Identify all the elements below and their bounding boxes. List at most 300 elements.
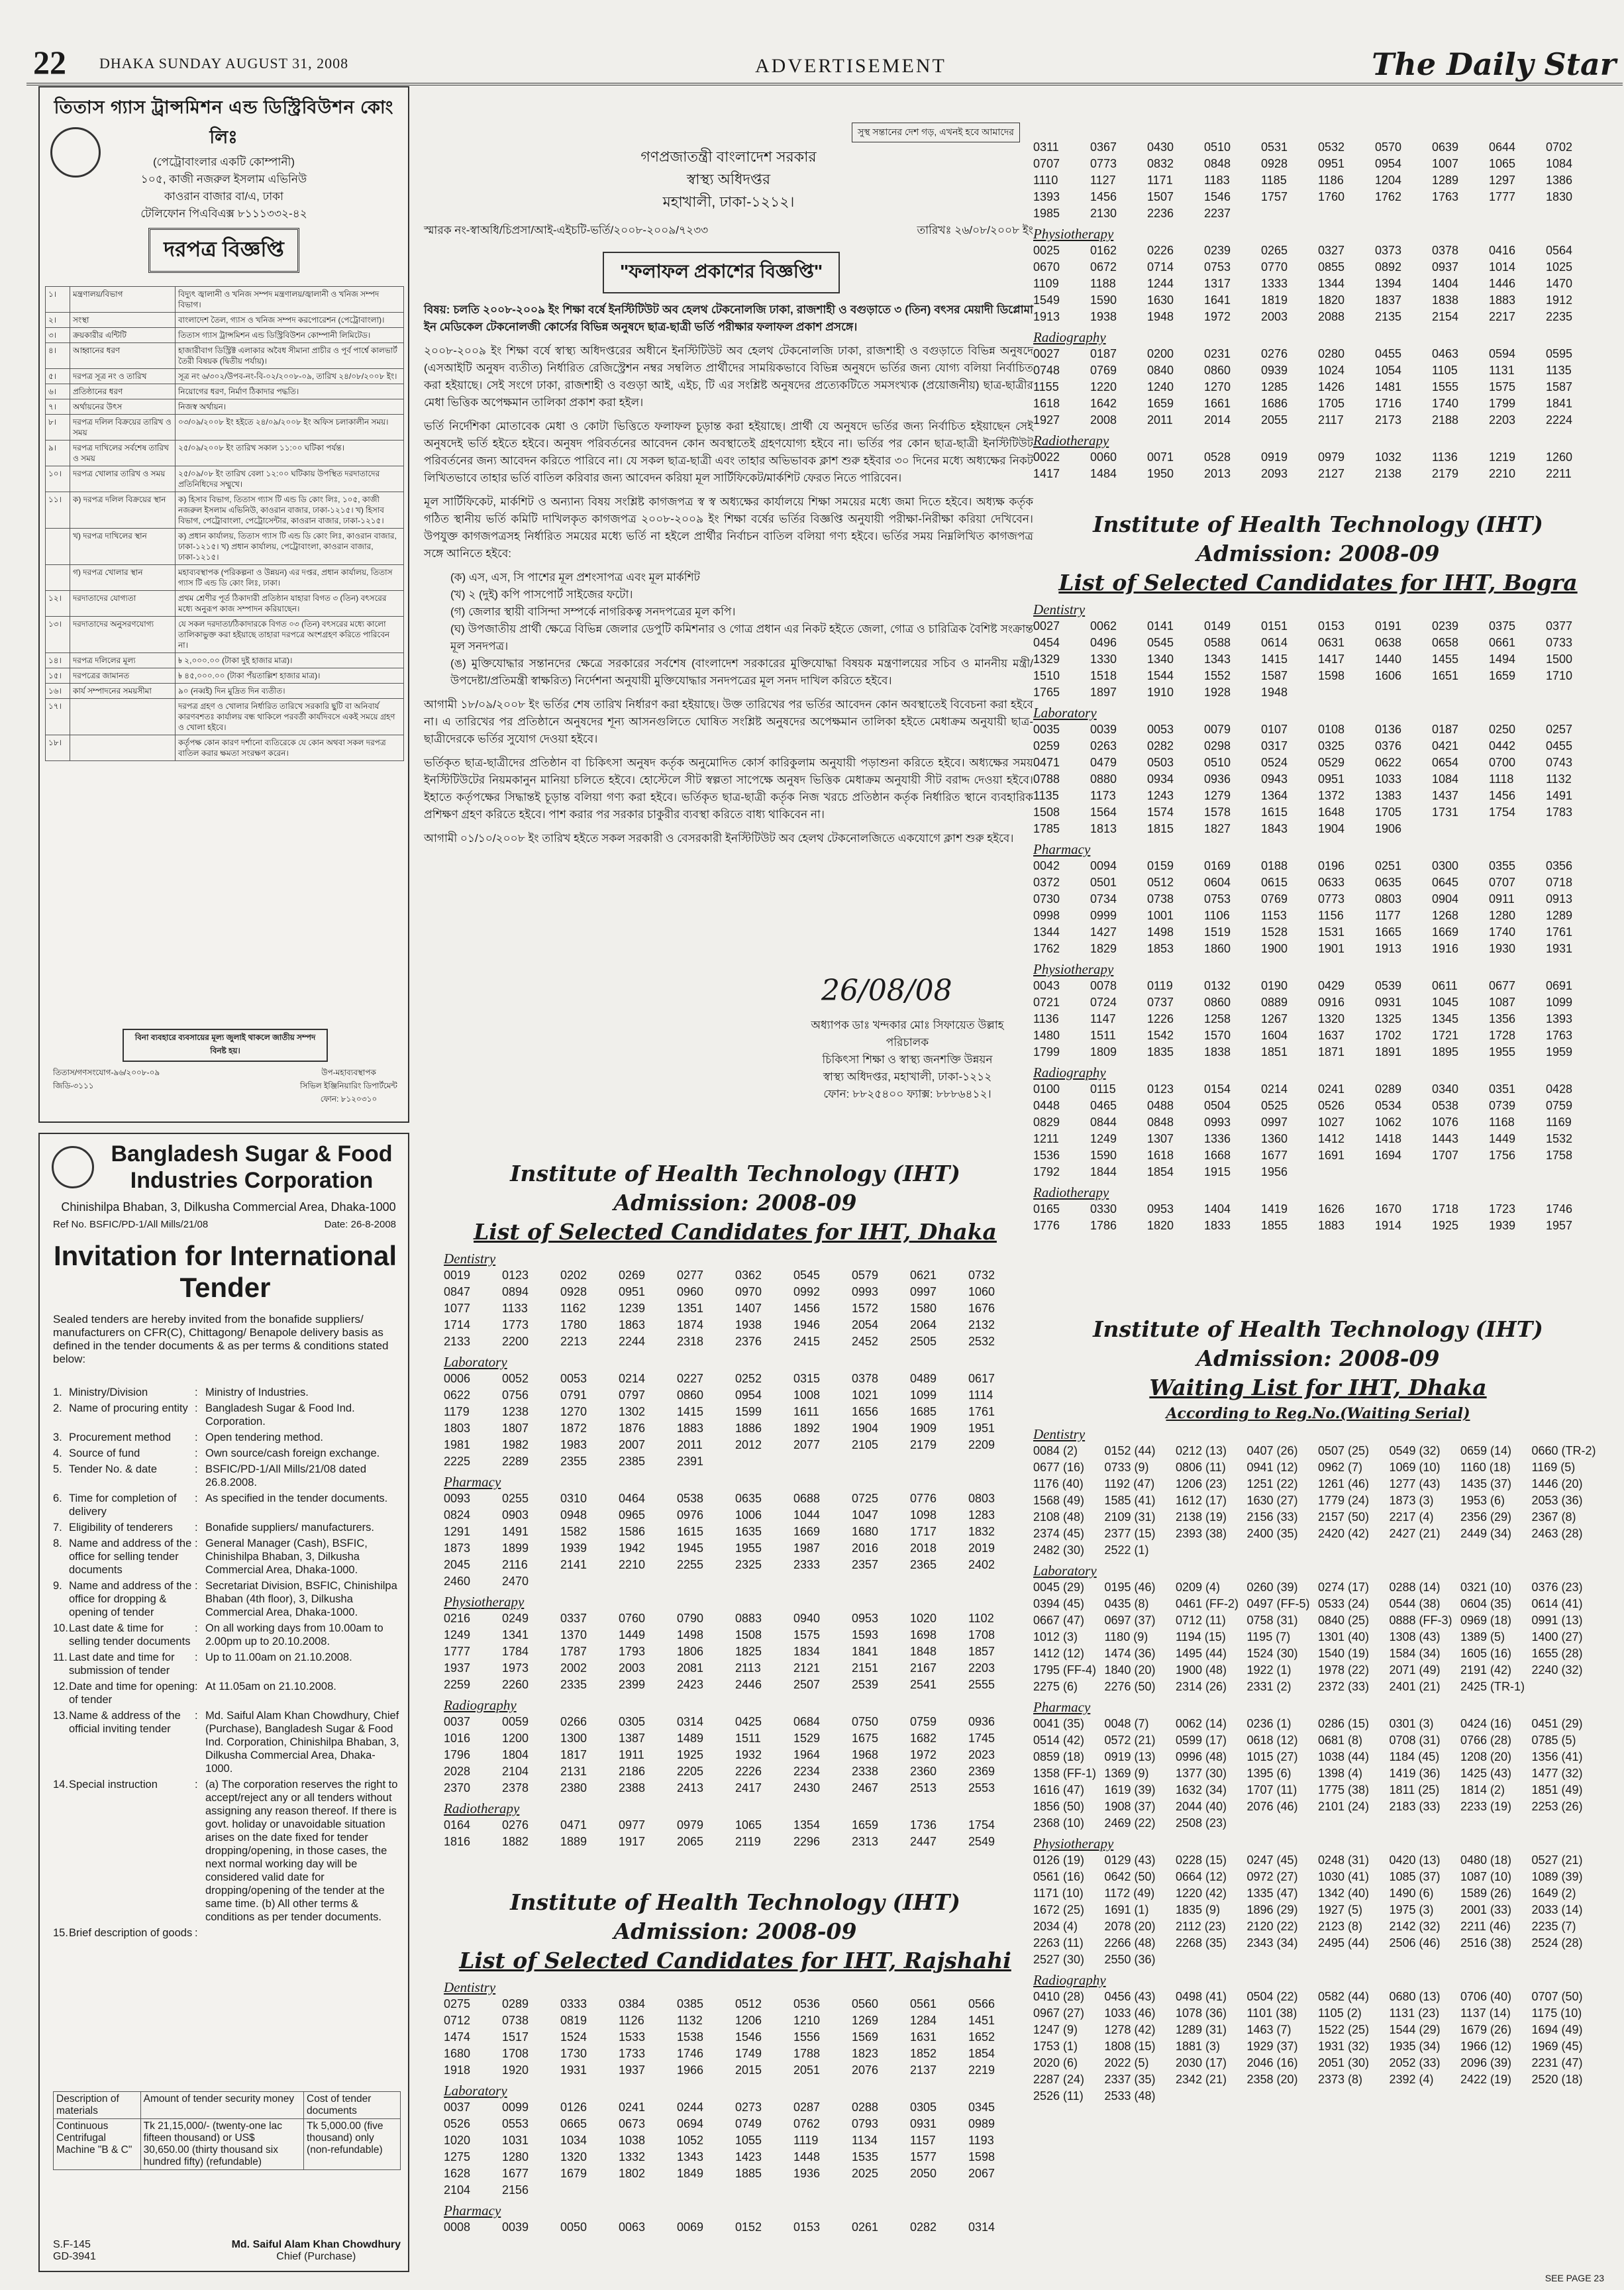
item-label: Ministry/Division (69, 1386, 148, 1398)
reg-number: 0261 (852, 2220, 879, 2234)
reg-number: 1721 (1432, 1029, 1459, 1042)
item-label: Date and time for opening of tender (69, 1681, 195, 1706)
reg-number: 1544 (1147, 669, 1174, 682)
page-number: 22 (33, 44, 66, 81)
reg-number: 0707 (1033, 157, 1060, 170)
reg-number: 0604 (35) (1460, 1597, 1512, 1610)
reg-number: 0164 (444, 1818, 471, 1832)
reg-number: 1507 (1147, 190, 1174, 203)
reg-number: 1020 (910, 1612, 937, 1625)
table-cell: ২৫/০৯/০৮ ইং তারিখ বেলা ১২:০০ ঘটিকায় উপস্থিত দরদাতাদের প্রতিনিধিদের সম্মুখে। (176, 466, 404, 492)
reg-number: 0954 (1375, 157, 1402, 170)
reg-number: 1412 (1318, 1132, 1345, 1145)
reg-number: 2225 (444, 1455, 471, 1468)
reg-number: 0892 (1375, 260, 1402, 274)
reg-number: 0269 (619, 1269, 646, 1282)
reg-number: 0035 (1033, 723, 1060, 736)
tender-ref: Ref No. BSFIC/PD-1/All Mills/21/08 (53, 1219, 209, 1230)
section-heading: Radiography (444, 1697, 517, 1713)
reg-number: 1341 (502, 1628, 529, 1641)
reg-number-grid (1033, 1579, 1603, 1695)
reg-number: 1268 (1432, 909, 1459, 922)
list-item (53, 1431, 401, 1444)
reg-number: 1820 (1318, 293, 1345, 307)
reg-number: 2025 (852, 2167, 879, 2180)
reg-number: 1786 (1090, 1219, 1117, 1232)
reg-number: 1972 (910, 1748, 937, 1761)
reg-number: 1829 (1090, 942, 1117, 955)
reg-number: 1446 (1489, 277, 1516, 290)
reg-number: 0638 (1375, 636, 1402, 649)
reg-number: 1032 (1375, 450, 1402, 464)
reg-number: 2044 (40) (1176, 1800, 1227, 1813)
reg-number: 0544 (38) (1389, 1597, 1441, 1610)
notice-paragraph: আগামী ০১/১০/২০০৮ ইং তারিখ হইতে সকল সরকারী ও বেসরকারী ইনস্টিটিউট অব হেলথ টেকনোলজিতে একযোগে ক্লাশ শুরু হইবে। (424, 832, 1014, 845)
reg-number: 1536 (1033, 1149, 1060, 1162)
table-cell: ৫। (46, 369, 70, 384)
reg-number: 1815 (1147, 822, 1174, 835)
reg-number: 1649 (2) (1531, 1887, 1576, 1900)
reg-number: 1761 (968, 1405, 995, 1418)
reg-number: 1249 (1090, 1132, 1117, 1145)
reg-number: 1033 (46) (1104, 2006, 1156, 2020)
reg-number: 0739 (1489, 1099, 1516, 1112)
reg-number: 1776 (1033, 1219, 1060, 1232)
reg-number: 0639 (1432, 140, 1459, 154)
separator: : (195, 1492, 198, 1504)
reg-number: 1896 (29) (1246, 1903, 1298, 1916)
reg-number: 0042 (1033, 859, 1060, 872)
signer-title: পরিচালক (886, 1036, 929, 1049)
table-row (46, 735, 404, 761)
reg-number: 0266 (560, 1715, 587, 1728)
reg-number: 0260 (39) (1246, 1581, 1298, 1594)
reg-number: 0394 (45) (1033, 1597, 1085, 1610)
reg-number: 0126 (560, 2101, 587, 2114)
reg-number: 1946 (793, 1318, 821, 1331)
item-number: 12. (53, 1681, 68, 1692)
reg-number: 1446 (20) (1531, 1477, 1583, 1490)
reg-number: 0525 (1261, 1099, 1288, 1112)
reg-number: 1031 (502, 2134, 529, 2147)
reg-number: 1089 (39) (1531, 1870, 1583, 1883)
reg-number: 0996 (48) (1176, 1750, 1227, 1763)
list-subtitle: List of Selected Candidates for IHT, Dhaka (474, 1219, 997, 1245)
reg-number: 0993 (852, 1285, 879, 1298)
memo-date: তারিখঃ ২৬/০৮/২০০৮ ইং (917, 224, 1033, 236)
reg-number: 1370 (560, 1628, 587, 1641)
reg-number: 0749 (735, 2117, 762, 2130)
reg-number: 1848 (910, 1645, 937, 1658)
reg-number: 1804 (502, 1748, 529, 1761)
reg-number: 2022 (5) (1104, 2056, 1149, 2069)
table-cell: অর্থায়নের উৎস (70, 399, 176, 415)
reg-number: 0187 (1090, 347, 1117, 360)
reg-number: 0041 (35) (1033, 1717, 1085, 1730)
reg-number: 0665 (560, 2117, 587, 2130)
reg-number-grid (444, 1996, 1027, 2079)
reg-number: 2183 (33) (1389, 1800, 1441, 1813)
reg-number: 0289 (1375, 1082, 1402, 1096)
reg-number: 0455 (1375, 347, 1402, 360)
reg-number: 1754 (1489, 806, 1516, 819)
reg-number: 2287 (24) (1033, 2073, 1085, 2086)
reg-number: 2109 (31) (1104, 1510, 1156, 1524)
reg-number: 2393 (38) (1176, 1527, 1227, 1540)
reg-number: 1395 (6) (1246, 1767, 1292, 1780)
handwritten-signature: 26/08/08 (821, 974, 952, 1008)
reg-number: 2463 (28) (1531, 1527, 1583, 1540)
reg-number: 0681 (8) (1318, 1734, 1363, 1747)
separator: : (195, 1463, 198, 1475)
reg-number: 0435 (8) (1104, 1597, 1149, 1610)
reg-number: 0327 (1318, 244, 1345, 257)
reg-number: 1136 (1432, 450, 1458, 464)
reg-number: 2553 (968, 1781, 995, 1795)
reg-number: 0702 (1546, 140, 1573, 154)
reg-number: 2402 (968, 1558, 995, 1571)
reg-number: 0129 (43) (1104, 1853, 1156, 1867)
separator: : (195, 1622, 198, 1634)
reg-number: 2205 (677, 1765, 704, 1778)
reg-number: 2533 (48) (1104, 2089, 1156, 2103)
signer-dept: সিভিল ইঞ্জিনিয়ারিং ডিপার্টমেন্ট (300, 1081, 397, 1090)
reg-number: 0071 (1147, 450, 1174, 464)
reg-number: 0464 (619, 1492, 646, 1505)
reg-number: 1605 (16) (1460, 1647, 1512, 1660)
reg-number: 1777 (444, 1645, 471, 1658)
table-row (46, 287, 404, 313)
reg-number: 2138 (19) (1176, 1510, 1227, 1524)
reg-number: 1641 (1204, 293, 1231, 307)
reg-number: 0226 (1147, 244, 1174, 257)
reg-number: 0691 (1546, 979, 1573, 992)
reg-number: 1456 (793, 1302, 821, 1315)
reg-number: 0991 (13) (1531, 1614, 1583, 1627)
govt-name: গণপ্রজাতন্ত্রী বাংলাদেশ সরকার (640, 148, 817, 165)
reg-number-grid (1033, 139, 1603, 222)
reg-number: 1524 (560, 2030, 587, 2044)
reg-number: 1981 (444, 1438, 471, 1451)
reg-number: 0053 (1147, 723, 1174, 736)
list-item (53, 1651, 401, 1677)
reg-number: 2343 (34) (1246, 1936, 1298, 1950)
reg-number: 1076 (1432, 1116, 1459, 1129)
reg-number: 0196 (1318, 859, 1345, 872)
reg-number: 1034 (560, 2134, 587, 2147)
reg-number: 0528 (1204, 450, 1231, 464)
reg-number: 2373 (8) (1318, 2073, 1363, 2086)
reg-number: 1937 (619, 2063, 646, 2077)
reg-number: 1522 (25) (1318, 2023, 1370, 2036)
reg-number: 1320 (1318, 1012, 1345, 1025)
reg-number: 1702 (1375, 1029, 1402, 1042)
bsfic-logo-icon (52, 1146, 94, 1188)
reg-number: 0658 (1432, 636, 1459, 649)
reg-number: 1927 (1033, 413, 1060, 427)
reg-number: 1555 (1432, 380, 1459, 393)
table-cell: দরপত্র খোলার তারিখ ও সময় (70, 466, 176, 492)
reg-number: 1336 (1204, 1132, 1231, 1145)
reg-number: 1656 (852, 1405, 879, 1418)
reg-number: 1101 (38) (1246, 2006, 1297, 2020)
reg-number: 1691 (1) (1104, 1903, 1149, 1916)
item-label: Last date and time for submission of tender (69, 1651, 175, 1677)
reg-number: 2237 (1204, 207, 1231, 220)
table-cell: Tk 5,000.00 (five thousand) only (non-refundable) (304, 2119, 401, 2170)
reg-number: 0048 (7) (1104, 1717, 1149, 1730)
reg-number: 0614 (1261, 636, 1288, 649)
reg-number: 1808 (15) (1104, 2040, 1156, 2053)
reg-number: 1799 (1033, 1045, 1060, 1059)
section-heading: Pharmacy (1033, 1699, 1091, 1715)
reg-number: 1655 (28) (1531, 1647, 1583, 1660)
item-value: Up to 11.00am on 21.10.2008. (205, 1651, 352, 1663)
reg-number: 2513 (910, 1781, 937, 1795)
reg-number: 2011 (1147, 413, 1173, 427)
reg-number: 2368 (10) (1033, 1816, 1085, 1830)
reg-number: 1340 (1147, 652, 1174, 666)
reg-number: 0534 (1375, 1099, 1402, 1112)
reg-number: 1891 (1375, 1045, 1402, 1059)
reg-number: 2255 (677, 1558, 704, 1571)
item-number: 4. (53, 1447, 62, 1459)
reg-number: 0236 (1) (1246, 1717, 1292, 1730)
reg-number: 0214 (619, 1372, 646, 1385)
reg-number: 0241 (1318, 1082, 1345, 1096)
reg-number: 2186 (619, 1765, 646, 1778)
reg-number: 0325 (1318, 739, 1345, 753)
reg-number: 1099 (1546, 996, 1573, 1009)
reg-number: 1784 (502, 1645, 529, 1658)
reg-number-grid (1033, 721, 1603, 837)
reg-number: 2342 (21) (1176, 2073, 1227, 2086)
reg-number: 0758 (31) (1246, 1614, 1298, 1627)
table-row (46, 369, 404, 384)
reg-number: 1904 (1318, 822, 1345, 835)
reg-number: 1665 (1375, 925, 1402, 939)
reg-number: 0465 (1090, 1099, 1117, 1112)
reg-number: 2289 (502, 1455, 529, 1468)
reg-number: 2276 (50) (1104, 1680, 1156, 1693)
reg-number: 0997 (1261, 1116, 1288, 1129)
list-item: (ক) এস, এস, সি পাশের মূল প্রশংসাপত্র এবং মূল মার্কশিট (450, 571, 700, 584)
reg-number: 0239 (1204, 244, 1231, 257)
reg-number: 1171 (10) (1033, 1887, 1084, 1900)
reg-number: 0832 (1147, 157, 1174, 170)
reg-number: 1006 (735, 1508, 762, 1522)
reg-number: 1749 (735, 2047, 762, 2060)
table-header: Description of materials (54, 2092, 141, 2119)
reg-number: 0911 (1489, 892, 1515, 906)
item-label: Source of fund (69, 1447, 140, 1459)
reg-number: 0510 (1204, 756, 1231, 769)
reg-number: 2259 (444, 1678, 471, 1691)
reg-number: 1631 (910, 2030, 937, 2044)
reg-number: 1796 (444, 1748, 471, 1761)
reg-number: 1404 (1432, 277, 1459, 290)
reg-number-grid (444, 1267, 1027, 1350)
reg-number: 1694 (1375, 1149, 1402, 1162)
reg-number: 2370 (444, 1781, 471, 1795)
item-label: Special instruction (69, 1779, 158, 1791)
reg-number: 1102 (968, 1612, 994, 1625)
reg-number: 2541 (910, 1678, 937, 1691)
reg-number: 0288 (852, 2101, 879, 2114)
reg-number: 1517 (502, 2030, 529, 2044)
reg-number: 1407 (735, 1302, 762, 1315)
reg-number: 0928 (560, 1285, 587, 1298)
reg-number: 1917 (619, 1835, 646, 1848)
reg-number: 1200 (502, 1732, 529, 1745)
reg-number-grid (1033, 346, 1603, 429)
reg-number: 1844 (1090, 1165, 1117, 1178)
reg-number: 1825 (735, 1645, 762, 1658)
reg-number: 1901 (1318, 942, 1345, 955)
results-notice (424, 123, 1033, 1159)
reg-number: 0471 (1033, 756, 1060, 769)
section-heading: Radiotherapy (1033, 433, 1109, 448)
reg-number: 2495 (44) (1318, 1936, 1370, 1950)
table-cell: ১১। (46, 492, 70, 529)
reg-number: 1219 (1489, 450, 1516, 464)
reg-number: 1589 (26) (1460, 1887, 1512, 1900)
reg-number: 1652 (968, 2030, 995, 2044)
reg-number: 1449 (619, 1628, 646, 1641)
reg-number: 0738 (502, 2014, 529, 2027)
reg-number: 1651 (1432, 669, 1459, 682)
reg-number: 1830 (1546, 190, 1573, 203)
reg-number: 0255 (502, 1492, 529, 1505)
reg-number: 0888 (FF-3) (1389, 1614, 1452, 1627)
reg-number: 1860 (1204, 942, 1231, 955)
reg-number: 0022 (1033, 450, 1060, 464)
reg-number: 0660 (TR-2) (1531, 1444, 1596, 1457)
item-number: 2. (53, 1402, 62, 1414)
reg-number-grid (1033, 1716, 1603, 1832)
reg-number: 1680 (444, 2047, 471, 2060)
reg-number: 1549 (1033, 293, 1060, 307)
item-number: 6. (53, 1492, 62, 1504)
reg-number: 0063 (619, 2220, 646, 2234)
list-item (53, 1521, 401, 1534)
reg-number: 1761 (1546, 925, 1573, 939)
reg-number: 1857 (968, 1645, 995, 1658)
reg-number: 1137 (14) (1460, 2006, 1511, 2020)
reg-number: 0561 (910, 1997, 937, 2010)
table-cell: সংস্থা (70, 313, 176, 328)
reg-number: 1136 (1033, 1012, 1059, 1025)
reg-number: 0463 (1432, 347, 1459, 360)
separator: : (195, 1447, 198, 1459)
reg-number: 1220 (42) (1176, 1887, 1227, 1900)
reg-number: 0840 (25) (1318, 1614, 1370, 1627)
reg-number: 0645 (1432, 876, 1459, 889)
ad-code: GD-3941 (53, 2251, 96, 2262)
reg-number: 1463 (7) (1246, 2023, 1292, 2036)
reg-number: 0803 (1375, 892, 1402, 906)
reg-number: 0697 (37) (1104, 1614, 1156, 1627)
reg-number: 2374 (45) (1033, 1527, 1085, 1540)
table-cell: ৬। (46, 384, 70, 399)
reg-number: 1928 (1204, 686, 1231, 699)
reg-number: 2240 (32) (1531, 1663, 1583, 1677)
reg-number: 0526 (1318, 1099, 1345, 1112)
reg-number: 1754 (968, 1818, 995, 1832)
reg-number: 2333 (793, 1558, 821, 1571)
reg-number: 0190 (1261, 979, 1288, 992)
reg-number: 1590 (1090, 1149, 1117, 1162)
reg-number: 1332 (619, 2150, 646, 2163)
reg-number-grid (1033, 1081, 1603, 1180)
candidate-sections (1033, 139, 1603, 482)
reg-number: 1883 (677, 1422, 704, 1435)
reg-number: 1763 (1546, 1029, 1573, 1042)
reg-number: 1705 (1375, 806, 1402, 819)
reg-number: 1953 (6) (1460, 1494, 1505, 1507)
reg-number: 1119 (793, 2134, 819, 2147)
reg-number: 0860 (1204, 364, 1231, 377)
reg-number: 2045 (444, 1558, 471, 1571)
table-cell: ১৫। (46, 668, 70, 684)
section-heading: Physiotherapy (1033, 226, 1114, 242)
section-heading: Physiotherapy (1033, 1836, 1114, 1851)
reg-number: 1480 (1033, 1029, 1060, 1042)
reg-number: 0421 (1432, 739, 1459, 753)
reg-number: 1757 (1261, 190, 1288, 203)
reg-number: 1132 (1546, 772, 1572, 786)
reg-number: 1342 (40) (1318, 1887, 1370, 1900)
notice-body (424, 301, 1033, 847)
reg-number: 1765 (1033, 686, 1060, 699)
ad-footer (53, 1029, 397, 1107)
reg-number: 1020 (444, 2134, 471, 2147)
reg-number: 0187 (1432, 723, 1459, 736)
table-header: Cost of tender documents (304, 2092, 401, 2119)
reg-number: 0498 (41) (1176, 1990, 1227, 2003)
reg-number: 0904 (1432, 892, 1459, 906)
reg-number: 0919 (1261, 450, 1288, 464)
reg-number: 1118 (1489, 772, 1514, 786)
reg-number: 0725 (852, 1492, 879, 1505)
reg-number: 2425 (TR-1) (1460, 1680, 1525, 1693)
reg-number: 1955 (1489, 1045, 1516, 1059)
reg-number: 0282 (910, 2220, 937, 2234)
reg-number: 1969 (45) (1531, 2040, 1583, 2053)
reg-number: 0819 (560, 2014, 587, 2027)
reg-number: 1186 (1318, 174, 1344, 187)
table-cell: দরদাতাদের যোগ্যতা (70, 591, 176, 617)
reg-number: 1593 (852, 1628, 879, 1641)
reg-number: 1779 (24) (1318, 1494, 1370, 1507)
reg-number: 2235 (7) (1531, 1920, 1576, 1933)
section-heading: Laboratory (1033, 705, 1097, 721)
reg-number: 2527 (30) (1033, 1953, 1085, 1966)
reg-number: 2046 (16) (1246, 2056, 1298, 2069)
reg-number: 2096 (39) (1460, 2056, 1512, 2069)
reg-number: 1817 (560, 1748, 587, 1761)
reg-number: 1498 (1147, 925, 1174, 939)
list-title: Institute of Health Technology (IHT) Admission: 2008-09 (510, 1889, 960, 1944)
reg-number-grid (1033, 1201, 1603, 1234)
table-cell: ২। (46, 313, 70, 328)
reg-number: 1418 (1375, 1132, 1402, 1145)
reg-number-grid (1033, 978, 1603, 1061)
reg-number: 0769 (1261, 892, 1288, 906)
reg-number: 1193 (968, 2134, 994, 2147)
reg-number: 1918 (444, 2063, 471, 2077)
reg-number: 1873 (444, 1541, 471, 1555)
